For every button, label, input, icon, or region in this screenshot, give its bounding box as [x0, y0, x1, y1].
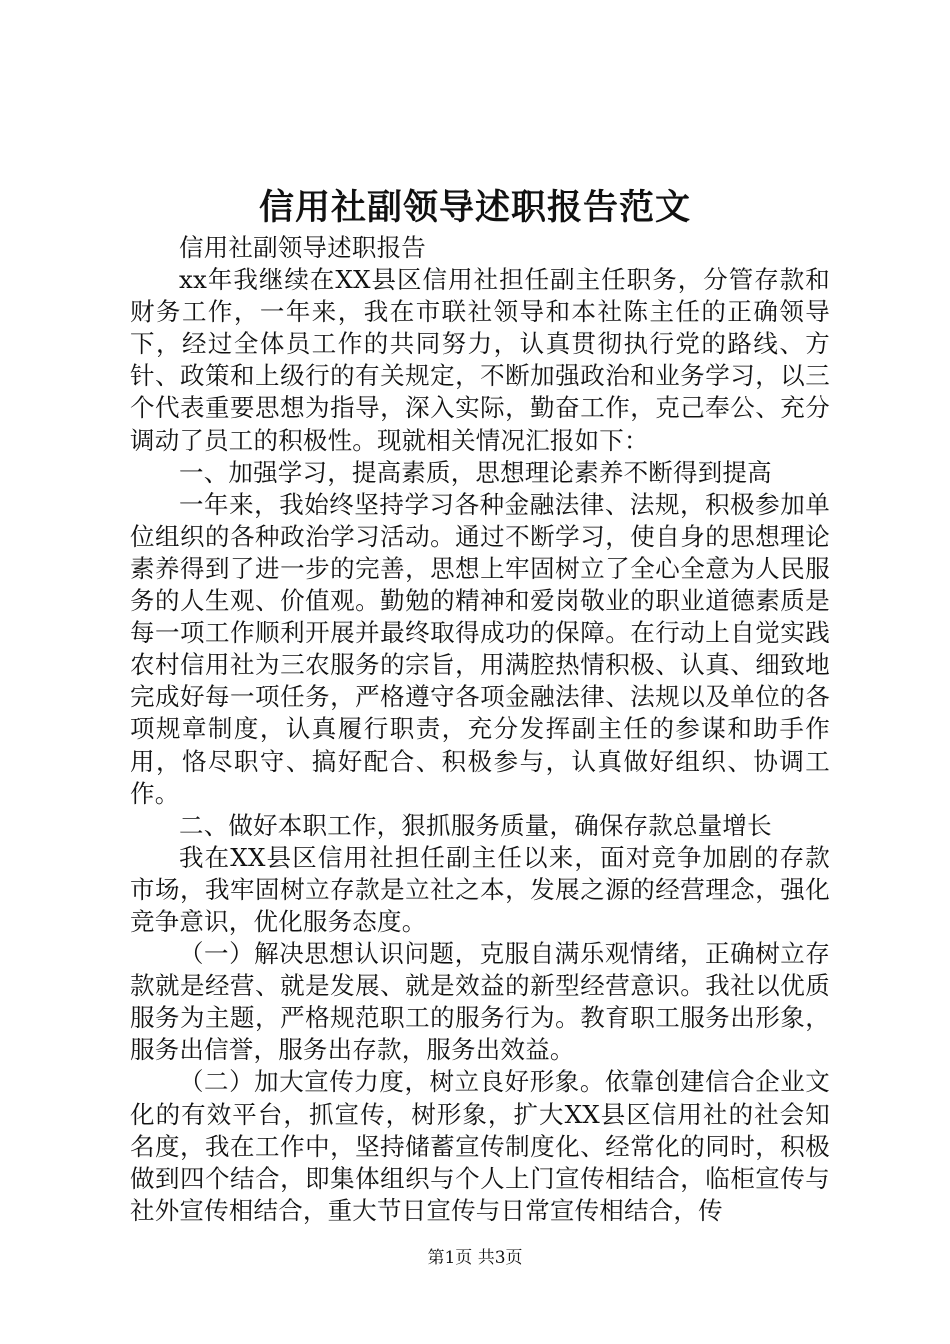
paragraph-section-2: 我在XX县区信用社担任副主任以来，面对竞争加剧的存款市场，我牢固树立存款是立社之本，发展之源的经营理念，强化竞争意识，优化服务态度。 [130, 842, 830, 936]
document-title: 信用社副领导述职报告范文 [258, 187, 691, 228]
page-footer: 第1页 共3页 [427, 1248, 523, 1268]
paragraph-subtitle: 信用社副领导述职报告 [179, 233, 426, 262]
document-body [130, 232, 830, 1227]
paragraph-intro: xx年我继续在XX县区信用社担任副主任职务，分管存款和财务工作，一年来，我在市联社领导和本社陈主任的正确领导下，经过全体员工作的共同努力，认真贯彻执行党的路线、方针、政策和上级行的有关规定，不断加强政治和业务学习，以三个代表重要思想为指导，深入实际，勤奋工作，克己奉公、充分调动了员工的积极性。现就相关情况汇报如下： [130, 265, 830, 455]
paragraph-section-1: 一年来，我始终坚持学习各种金融法律、法规，积极参加单位组织的各种政治学习活动。通过不断学习，使自身的思想理论素养得到了进一步的完善，思想上牢固树立了全心全意为人民服务的人生观、价值观。勤勉的精神和爱岗敬业的职业道德素质是每一项工作顺利开展并最终取得成功的保障。在行动上自觉实践农村信用社为三农服务的宗旨，用满腔热情积极、认真、细致地完成好每一项任务，严格遵守各项金融法律、法规以及单位的各项规章制度，认真履行职责，充分发挥副主任的参谋和助手作用，恪尽职守、搞好配合、积极参与，认真做好组织、协调工作。 [130, 489, 830, 808]
paragraph-item-2: （二）加大宣传力度，树立良好形象。依靠创建信合企业文化的有效平台，抓宣传，树形象，扩大XX县区信用社的社会知名度，我在工作中，坚持储蓄宣传制度化、经常化的同时，积极做到四个结合，即集体组织与个人上门宣传相结合，临柜宣传与社外宣传相结合，重大节日宣传与日常宣传相结合，传 [130, 1067, 830, 1225]
section-heading-2: 二、做好本职工作，狠抓服务质量，确保存款总量增长 [179, 810, 772, 840]
section-heading-1: 一、加强学习，提高素质，思想理论素养不断得到提高 [179, 457, 772, 487]
paragraph-item-1: （一）解决思想认识问题，克服自满乐观情绪，正确树立存款就是经营、就是发展、就是效益的新型经营意识。我社以优质服务为主题，严格规范职工的服务行为。教育职工服务出形象，服务出信誉，服务出存款，服务出效益。 [130, 939, 830, 1065]
